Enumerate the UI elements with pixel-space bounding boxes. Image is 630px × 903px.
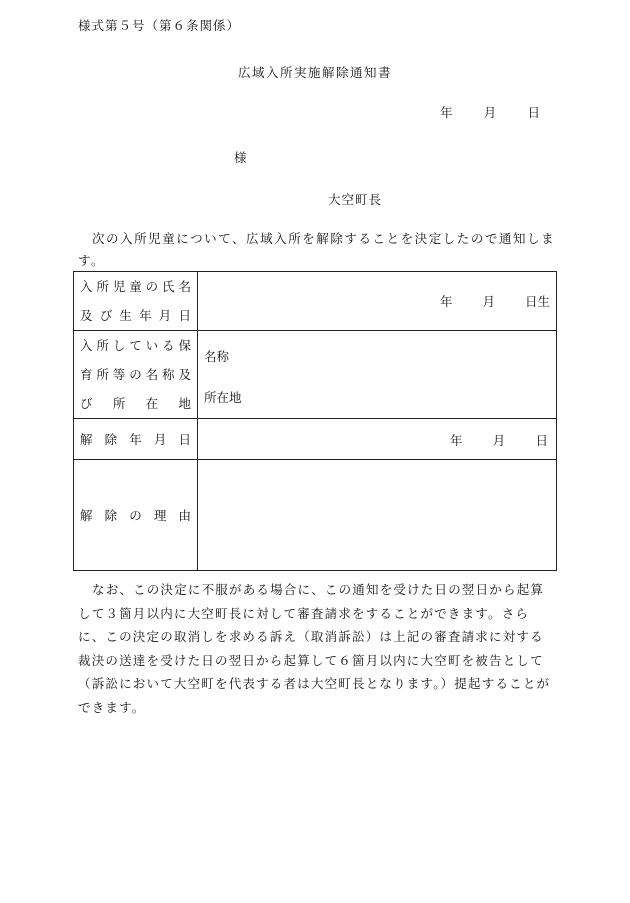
label-char: 氏 xyxy=(162,279,175,294)
label-char: 育 xyxy=(80,367,93,382)
child-label-line xyxy=(80,272,191,301)
label-char: 児 xyxy=(112,279,126,294)
facility-name-label: 名称 xyxy=(204,348,230,364)
appeal-notice-paragraph: なお、この決定に不服がある場合に、この通知を受けた日の翌日から起算して３箇月以内に大空町長に対して審査請求をすることができます。さらに、この決定の取消しを求める訴え（取消訴訟）は上記の審査請求に対する裁決の送達を受けた日の翌日から起算して６箇月以内に大空町を被告として（訴訟において大空町を代表する者は大空町長となります。）提起することができます。 xyxy=(78,582,551,715)
label-char: 除 xyxy=(104,507,118,523)
facility-label-line xyxy=(80,389,191,418)
document-title: 広域入所実施解除通知書 xyxy=(237,65,392,80)
table-row xyxy=(74,460,557,571)
release-date xyxy=(450,431,548,449)
label-char xyxy=(96,389,109,418)
label-char: 称 xyxy=(162,367,175,382)
label-char: の xyxy=(145,279,159,294)
child-label-line xyxy=(80,301,191,330)
label-char: 及 xyxy=(80,308,93,323)
facility-cell[interactable] xyxy=(198,331,557,419)
release-year: 年 xyxy=(450,433,463,448)
label-char xyxy=(129,389,142,418)
reason-label-cell xyxy=(74,460,198,571)
label-char: る xyxy=(162,338,175,353)
label-char: の xyxy=(129,507,142,523)
label-char: 童 xyxy=(129,279,142,294)
child-dob xyxy=(440,292,550,310)
label-char: 年 xyxy=(139,308,152,323)
release-month: 月 xyxy=(492,433,506,448)
issue-date-day: 日 xyxy=(527,105,540,120)
label-char: の xyxy=(129,367,142,382)
label-char: 名 xyxy=(145,367,159,382)
issuer-name: 大空町長 xyxy=(328,192,383,207)
label-char: 年 xyxy=(129,431,142,447)
dob-day: 日生 xyxy=(524,294,550,309)
label-char: 除 xyxy=(104,431,118,447)
label-char: 月 xyxy=(153,431,167,447)
label-char: 所 xyxy=(96,338,109,353)
label-char: て xyxy=(129,338,142,353)
label-char: 所 xyxy=(112,396,126,411)
label-char: 所 xyxy=(96,279,109,294)
facility-label-line xyxy=(80,360,191,389)
label-char: 日 xyxy=(178,308,191,323)
notice-form-table xyxy=(73,271,557,571)
form-number: 様式第５号（第６条関係） xyxy=(78,18,241,33)
label-char: び xyxy=(99,308,113,323)
label-char: 名 xyxy=(178,279,191,294)
dob-year: 年 xyxy=(440,294,453,309)
label-char: い xyxy=(145,338,159,353)
child-label-cell xyxy=(74,272,198,331)
facility-address-label: 所在地 xyxy=(204,389,242,405)
label-char: 解 xyxy=(80,431,93,447)
facility-label-line xyxy=(80,331,191,360)
label-char: 解 xyxy=(80,507,93,523)
release-date-label-cell xyxy=(74,419,198,460)
release-date-label xyxy=(80,425,191,454)
label-char: 等 xyxy=(112,367,126,382)
table-row xyxy=(74,272,557,331)
label-char: 在 xyxy=(145,396,159,411)
label-char: し xyxy=(112,338,126,353)
child-dob-cell[interactable] xyxy=(198,272,557,331)
label-char: 地 xyxy=(178,396,191,411)
label-char: 入 xyxy=(80,279,93,294)
label-char: 由 xyxy=(178,507,191,523)
table-row xyxy=(74,331,557,419)
issue-date-year: 年 xyxy=(440,105,453,120)
label-char xyxy=(162,389,175,418)
release-day: 日 xyxy=(535,433,548,448)
issue-date xyxy=(440,103,540,121)
label-char: 所 xyxy=(96,367,109,382)
facility-label-cell xyxy=(74,331,198,419)
label-char: び xyxy=(80,396,93,411)
label-char: 日 xyxy=(178,431,191,447)
label-char: 月 xyxy=(158,308,172,323)
intro-paragraph: 次の入所児童について、広域入所を解除することを決定したので通知します。 xyxy=(78,231,556,268)
label-char: 理 xyxy=(153,507,167,523)
reason-cell[interactable] xyxy=(198,460,557,571)
dob-month: 月 xyxy=(482,294,495,309)
label-char: 及 xyxy=(178,367,191,382)
table-row xyxy=(74,419,557,460)
label-char: 生 xyxy=(119,308,132,323)
addressee-suffix: 様 xyxy=(234,150,247,165)
label-char: 入 xyxy=(80,338,93,353)
reason-label xyxy=(80,501,191,530)
label-char: 保 xyxy=(178,338,191,353)
issue-date-month: 月 xyxy=(483,105,497,120)
release-date-cell[interactable] xyxy=(198,419,557,460)
